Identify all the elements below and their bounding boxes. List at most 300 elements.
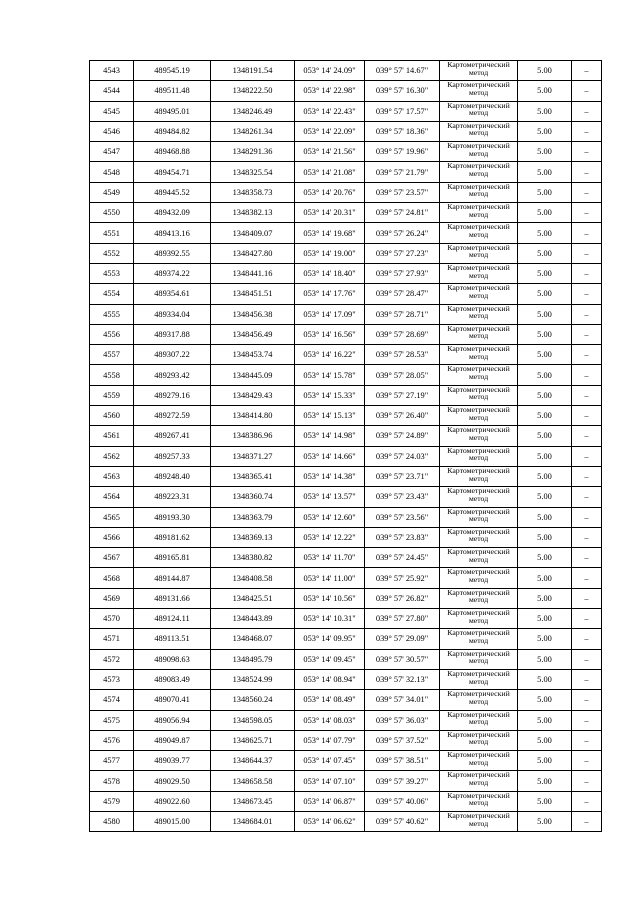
note-cell: – (572, 751, 602, 771)
y-coordinate-cell: 1348409.07 (211, 223, 295, 243)
longitude-cell: 039° 57' 36.03" (365, 710, 440, 730)
y-coordinate-cell: 1348360.74 (211, 487, 295, 507)
latitude-cell: 053° 14' 07.10" (295, 771, 365, 791)
point-number-cell: 4576 (90, 730, 134, 750)
point-number-cell: 4555 (90, 304, 134, 324)
table-row (90, 324, 602, 344)
y-coordinate-cell: 1348441.16 (211, 263, 295, 283)
accuracy-cell: 5.00 (518, 81, 572, 101)
latitude-cell: 053° 14' 15.78" (295, 365, 365, 385)
point-number-cell: 4558 (90, 365, 134, 385)
longitude-cell: 039° 57' 17.57" (365, 101, 440, 121)
x-coordinate-cell: 489181.62 (134, 527, 211, 547)
point-number-cell: 4556 (90, 324, 134, 344)
method-cell: Картометрический метод (440, 162, 518, 182)
accuracy-cell: 5.00 (518, 203, 572, 223)
method-cell: Картометрический метод (440, 791, 518, 811)
y-coordinate-cell: 1348371.27 (211, 446, 295, 466)
table-row (90, 446, 602, 466)
y-coordinate-cell: 1348451.51 (211, 284, 295, 304)
accuracy-cell: 5.00 (518, 406, 572, 426)
note-cell: – (572, 426, 602, 446)
method-cell: Картометрический метод (440, 385, 518, 405)
longitude-cell: 039° 57' 34.01" (365, 690, 440, 710)
x-coordinate-cell: 489334.04 (134, 304, 211, 324)
note-cell: – (572, 142, 602, 162)
y-coordinate-cell: 1348191.54 (211, 61, 295, 81)
x-coordinate-cell: 489131.66 (134, 588, 211, 608)
longitude-cell: 039° 57' 28.47" (365, 284, 440, 304)
method-cell: Картометрический метод (440, 182, 518, 202)
latitude-cell: 053° 14' 18.40" (295, 263, 365, 283)
method-cell: Картометрический метод (440, 284, 518, 304)
point-number-cell: 4553 (90, 263, 134, 283)
longitude-cell: 039° 57' 30.57" (365, 649, 440, 669)
y-coordinate-cell: 1348684.01 (211, 811, 295, 831)
x-coordinate-cell: 489545.19 (134, 61, 211, 81)
longitude-cell: 039° 57' 23.56" (365, 507, 440, 527)
x-coordinate-cell: 489165.81 (134, 548, 211, 568)
latitude-cell: 053° 14' 10.56" (295, 588, 365, 608)
longitude-cell: 039° 57' 24.81" (365, 203, 440, 223)
x-coordinate-cell: 489124.11 (134, 609, 211, 629)
note-cell: – (572, 304, 602, 324)
longitude-cell: 039° 57' 39.27" (365, 771, 440, 791)
point-number-cell: 4545 (90, 101, 134, 121)
note-cell: – (572, 609, 602, 629)
longitude-cell: 039° 57' 23.83" (365, 527, 440, 547)
method-cell: Картометрический метод (440, 324, 518, 344)
y-coordinate-cell: 1348380.82 (211, 548, 295, 568)
x-coordinate-cell: 489354.61 (134, 284, 211, 304)
method-cell: Картометрический метод (440, 101, 518, 121)
latitude-cell: 053° 14' 09.45" (295, 649, 365, 669)
method-cell: Картометрический метод (440, 243, 518, 263)
y-coordinate-cell: 1348625.71 (211, 730, 295, 750)
table-row (90, 771, 602, 791)
method-cell: Картометрический метод (440, 669, 518, 689)
accuracy-cell: 5.00 (518, 284, 572, 304)
table-row (90, 751, 602, 771)
latitude-cell: 053° 14' 24.09" (295, 61, 365, 81)
note-cell: – (572, 527, 602, 547)
point-number-cell: 4557 (90, 345, 134, 365)
table-row (90, 669, 602, 689)
latitude-cell: 053° 14' 08.03" (295, 710, 365, 730)
longitude-cell: 039° 57' 32.13" (365, 669, 440, 689)
accuracy-cell: 5.00 (518, 121, 572, 141)
x-coordinate-cell: 489307.22 (134, 345, 211, 365)
method-cell: Картометрический метод (440, 61, 518, 81)
method-cell: Картометрический метод (440, 466, 518, 486)
accuracy-cell: 5.00 (518, 142, 572, 162)
table-row (90, 406, 602, 426)
x-coordinate-cell: 489015.00 (134, 811, 211, 831)
latitude-cell: 053° 14' 12.22" (295, 527, 365, 547)
latitude-cell: 053° 14' 14.98" (295, 426, 365, 446)
method-cell: Картометрический метод (440, 690, 518, 710)
point-number-cell: 4565 (90, 507, 134, 527)
accuracy-cell: 5.00 (518, 609, 572, 629)
latitude-cell: 053° 14' 22.43" (295, 101, 365, 121)
method-cell: Картометрический метод (440, 507, 518, 527)
note-cell: – (572, 284, 602, 304)
note-cell: – (572, 629, 602, 649)
note-cell: – (572, 406, 602, 426)
x-coordinate-cell: 489445.52 (134, 182, 211, 202)
y-coordinate-cell: 1348658.58 (211, 771, 295, 791)
point-number-cell: 4578 (90, 771, 134, 791)
longitude-cell: 039° 57' 28.69" (365, 324, 440, 344)
latitude-cell: 053° 14' 22.09" (295, 121, 365, 141)
x-coordinate-cell: 489432.09 (134, 203, 211, 223)
longitude-cell: 039° 57' 37.52" (365, 730, 440, 750)
method-cell: Картометрический метод (440, 142, 518, 162)
accuracy-cell: 5.00 (518, 304, 572, 324)
point-number-cell: 4569 (90, 588, 134, 608)
y-coordinate-cell: 1348456.38 (211, 304, 295, 324)
table-row (90, 61, 602, 81)
longitude-cell: 039° 57' 27.93" (365, 263, 440, 283)
table-row (90, 101, 602, 121)
y-coordinate-cell: 1348495.79 (211, 649, 295, 669)
method-cell: Картометрический метод (440, 710, 518, 730)
note-cell: – (572, 81, 602, 101)
latitude-cell: 053° 14' 21.08" (295, 162, 365, 182)
table-row (90, 304, 602, 324)
latitude-cell: 053° 14' 14.66" (295, 446, 365, 466)
accuracy-cell: 5.00 (518, 487, 572, 507)
point-number-cell: 4552 (90, 243, 134, 263)
note-cell: – (572, 263, 602, 283)
accuracy-cell: 5.00 (518, 527, 572, 547)
accuracy-cell: 5.00 (518, 365, 572, 385)
accuracy-cell: 5.00 (518, 182, 572, 202)
accuracy-cell: 5.00 (518, 385, 572, 405)
y-coordinate-cell: 1348246.49 (211, 101, 295, 121)
table-row (90, 811, 602, 831)
x-coordinate-cell: 489029.50 (134, 771, 211, 791)
method-cell: Картометрический метод (440, 548, 518, 568)
note-cell: – (572, 669, 602, 689)
table-row (90, 527, 602, 547)
table-row (90, 588, 602, 608)
point-number-cell: 4570 (90, 609, 134, 629)
method-cell: Картометрический метод (440, 811, 518, 831)
x-coordinate-cell: 489511.48 (134, 81, 211, 101)
latitude-cell: 053° 14' 16.56" (295, 324, 365, 344)
point-number-cell: 4549 (90, 182, 134, 202)
point-number-cell: 4551 (90, 223, 134, 243)
latitude-cell: 053° 14' 21.56" (295, 142, 365, 162)
note-cell: – (572, 121, 602, 141)
accuracy-cell: 5.00 (518, 669, 572, 689)
method-cell: Картометрический метод (440, 751, 518, 771)
point-number-cell: 4567 (90, 548, 134, 568)
latitude-cell: 053° 14' 08.94" (295, 669, 365, 689)
note-cell: – (572, 588, 602, 608)
method-cell: Картометрический метод (440, 81, 518, 101)
table-row (90, 81, 602, 101)
accuracy-cell: 5.00 (518, 690, 572, 710)
x-coordinate-cell: 489392.55 (134, 243, 211, 263)
y-coordinate-cell: 1348456.49 (211, 324, 295, 344)
x-coordinate-cell: 489193.30 (134, 507, 211, 527)
longitude-cell: 039° 57' 23.71" (365, 466, 440, 486)
note-cell: – (572, 101, 602, 121)
longitude-cell: 039° 57' 27.23" (365, 243, 440, 263)
latitude-cell: 053° 14' 11.70" (295, 548, 365, 568)
longitude-cell: 039° 57' 14.67" (365, 61, 440, 81)
method-cell: Картометрический метод (440, 203, 518, 223)
table-row (90, 345, 602, 365)
note-cell: – (572, 466, 602, 486)
point-number-cell: 4575 (90, 710, 134, 730)
method-cell: Картометрический метод (440, 649, 518, 669)
note-cell: – (572, 507, 602, 527)
latitude-cell: 053° 14' 12.60" (295, 507, 365, 527)
accuracy-cell: 5.00 (518, 101, 572, 121)
x-coordinate-cell: 489317.88 (134, 324, 211, 344)
longitude-cell: 039° 57' 29.09" (365, 629, 440, 649)
accuracy-cell: 5.00 (518, 710, 572, 730)
method-cell: Картометрический метод (440, 223, 518, 243)
table-row (90, 121, 602, 141)
y-coordinate-cell: 1348425.51 (211, 588, 295, 608)
table-row (90, 690, 602, 710)
table-row (90, 203, 602, 223)
y-coordinate-cell: 1348222.50 (211, 81, 295, 101)
accuracy-cell: 5.00 (518, 588, 572, 608)
point-number-cell: 4580 (90, 811, 134, 831)
table-row (90, 730, 602, 750)
point-number-cell: 4548 (90, 162, 134, 182)
table-row (90, 710, 602, 730)
x-coordinate-cell: 489070.41 (134, 690, 211, 710)
x-coordinate-cell: 489113.51 (134, 629, 211, 649)
latitude-cell: 053° 14' 17.76" (295, 284, 365, 304)
longitude-cell: 039° 57' 38.51" (365, 751, 440, 771)
longitude-cell: 039° 57' 23.43" (365, 487, 440, 507)
x-coordinate-cell: 489272.59 (134, 406, 211, 426)
x-coordinate-cell: 489267.41 (134, 426, 211, 446)
method-cell: Картометрический метод (440, 365, 518, 385)
longitude-cell: 039° 57' 26.82" (365, 588, 440, 608)
note-cell: – (572, 730, 602, 750)
point-number-cell: 4544 (90, 81, 134, 101)
point-number-cell: 4563 (90, 466, 134, 486)
latitude-cell: 053° 14' 22.98" (295, 81, 365, 101)
coordinates-table (89, 60, 602, 832)
y-coordinate-cell: 1348382.13 (211, 203, 295, 223)
x-coordinate-cell: 489468.88 (134, 142, 211, 162)
longitude-cell: 039° 57' 28.05" (365, 365, 440, 385)
y-coordinate-cell: 1348443.89 (211, 609, 295, 629)
y-coordinate-cell: 1348429.43 (211, 385, 295, 405)
note-cell: – (572, 771, 602, 791)
method-cell: Картометрический метод (440, 406, 518, 426)
table-row (90, 263, 602, 283)
latitude-cell: 053° 14' 13.57" (295, 487, 365, 507)
note-cell: – (572, 162, 602, 182)
x-coordinate-cell: 489223.31 (134, 487, 211, 507)
x-coordinate-cell: 489413.16 (134, 223, 211, 243)
point-number-cell: 4579 (90, 791, 134, 811)
table-row (90, 487, 602, 507)
longitude-cell: 039° 57' 26.24" (365, 223, 440, 243)
x-coordinate-cell: 489293.42 (134, 365, 211, 385)
y-coordinate-cell: 1348365.41 (211, 466, 295, 486)
y-coordinate-cell: 1348453.74 (211, 345, 295, 365)
note-cell: – (572, 710, 602, 730)
method-cell: Картометрический метод (440, 527, 518, 547)
y-coordinate-cell: 1348414.80 (211, 406, 295, 426)
method-cell: Картометрический метод (440, 446, 518, 466)
y-coordinate-cell: 1348673.45 (211, 791, 295, 811)
point-number-cell: 4568 (90, 568, 134, 588)
point-number-cell: 4574 (90, 690, 134, 710)
note-cell: – (572, 203, 602, 223)
latitude-cell: 053° 14' 19.00" (295, 243, 365, 263)
accuracy-cell: 5.00 (518, 426, 572, 446)
x-coordinate-cell: 489279.16 (134, 385, 211, 405)
x-coordinate-cell: 489083.49 (134, 669, 211, 689)
method-cell: Картометрический метод (440, 263, 518, 283)
longitude-cell: 039° 57' 28.71" (365, 304, 440, 324)
accuracy-cell: 5.00 (518, 162, 572, 182)
accuracy-cell: 5.00 (518, 649, 572, 669)
point-number-cell: 4573 (90, 669, 134, 689)
method-cell: Картометрический метод (440, 121, 518, 141)
point-number-cell: 4566 (90, 527, 134, 547)
latitude-cell: 053° 14' 20.31" (295, 203, 365, 223)
note-cell: – (572, 446, 602, 466)
longitude-cell: 039° 57' 24.89" (365, 426, 440, 446)
longitude-cell: 039° 57' 18.36" (365, 121, 440, 141)
latitude-cell: 053° 14' 17.09" (295, 304, 365, 324)
note-cell: – (572, 182, 602, 202)
table-row (90, 649, 602, 669)
accuracy-cell: 5.00 (518, 548, 572, 568)
longitude-cell: 039° 57' 28.53" (365, 345, 440, 365)
accuracy-cell: 5.00 (518, 263, 572, 283)
point-number-cell: 4554 (90, 284, 134, 304)
table-row (90, 182, 602, 202)
table-row (90, 791, 602, 811)
table-row (90, 365, 602, 385)
y-coordinate-cell: 1348560.24 (211, 690, 295, 710)
note-cell: – (572, 345, 602, 365)
method-cell: Картометрический метод (440, 629, 518, 649)
table-row (90, 162, 602, 182)
x-coordinate-cell: 489098.63 (134, 649, 211, 669)
y-coordinate-cell: 1348358.73 (211, 182, 295, 202)
accuracy-cell: 5.00 (518, 791, 572, 811)
latitude-cell: 053° 14' 09.95" (295, 629, 365, 649)
table-row (90, 548, 602, 568)
note-cell: – (572, 791, 602, 811)
accuracy-cell: 5.00 (518, 446, 572, 466)
point-number-cell: 4559 (90, 385, 134, 405)
table-row (90, 629, 602, 649)
latitude-cell: 053° 14' 08.49" (295, 690, 365, 710)
accuracy-cell: 5.00 (518, 751, 572, 771)
note-cell: – (572, 811, 602, 831)
table-row (90, 568, 602, 588)
longitude-cell: 039° 57' 19.96" (365, 142, 440, 162)
accuracy-cell: 5.00 (518, 61, 572, 81)
table-row (90, 385, 602, 405)
note-cell: – (572, 548, 602, 568)
table-row (90, 466, 602, 486)
latitude-cell: 053° 14' 06.87" (295, 791, 365, 811)
longitude-cell: 039° 57' 26.40" (365, 406, 440, 426)
longitude-cell: 039° 57' 24.03" (365, 446, 440, 466)
note-cell: – (572, 690, 602, 710)
point-number-cell: 4561 (90, 426, 134, 446)
latitude-cell: 053° 14' 07.45" (295, 751, 365, 771)
latitude-cell: 053° 14' 15.13" (295, 406, 365, 426)
table-body (90, 61, 602, 832)
point-number-cell: 4543 (90, 61, 134, 81)
table-row (90, 426, 602, 446)
note-cell: – (572, 568, 602, 588)
method-cell: Картометрический метод (440, 426, 518, 446)
x-coordinate-cell: 489257.33 (134, 446, 211, 466)
y-coordinate-cell: 1348598.05 (211, 710, 295, 730)
accuracy-cell: 5.00 (518, 811, 572, 831)
y-coordinate-cell: 1348445.09 (211, 365, 295, 385)
latitude-cell: 053° 14' 16.22" (295, 345, 365, 365)
x-coordinate-cell: 489484.82 (134, 121, 211, 141)
y-coordinate-cell: 1348408.58 (211, 568, 295, 588)
note-cell: – (572, 365, 602, 385)
x-coordinate-cell: 489248.40 (134, 466, 211, 486)
table-row (90, 243, 602, 263)
point-number-cell: 4562 (90, 446, 134, 466)
longitude-cell: 039° 57' 23.57" (365, 182, 440, 202)
point-number-cell: 4546 (90, 121, 134, 141)
table-row (90, 284, 602, 304)
method-cell: Картометрический метод (440, 568, 518, 588)
note-cell: – (572, 324, 602, 344)
y-coordinate-cell: 1348644.37 (211, 751, 295, 771)
x-coordinate-cell: 489039.77 (134, 751, 211, 771)
method-cell: Картометрический метод (440, 487, 518, 507)
longitude-cell: 039° 57' 16.30" (365, 81, 440, 101)
y-coordinate-cell: 1348261.34 (211, 121, 295, 141)
point-number-cell: 4572 (90, 649, 134, 669)
method-cell: Картометрический метод (440, 304, 518, 324)
accuracy-cell: 5.00 (518, 324, 572, 344)
note-cell: – (572, 487, 602, 507)
note-cell: – (572, 649, 602, 669)
latitude-cell: 053° 14' 15.33" (295, 385, 365, 405)
y-coordinate-cell: 1348325.54 (211, 162, 295, 182)
y-coordinate-cell: 1348524.99 (211, 669, 295, 689)
longitude-cell: 039° 57' 40.06" (365, 791, 440, 811)
table-row (90, 609, 602, 629)
longitude-cell: 039° 57' 40.62" (365, 811, 440, 831)
accuracy-cell: 5.00 (518, 466, 572, 486)
note-cell: – (572, 223, 602, 243)
y-coordinate-cell: 1348386.96 (211, 426, 295, 446)
latitude-cell: 053° 14' 06.62" (295, 811, 365, 831)
latitude-cell: 053° 14' 20.76" (295, 182, 365, 202)
x-coordinate-cell: 489495.01 (134, 101, 211, 121)
y-coordinate-cell: 1348291.36 (211, 142, 295, 162)
accuracy-cell: 5.00 (518, 568, 572, 588)
